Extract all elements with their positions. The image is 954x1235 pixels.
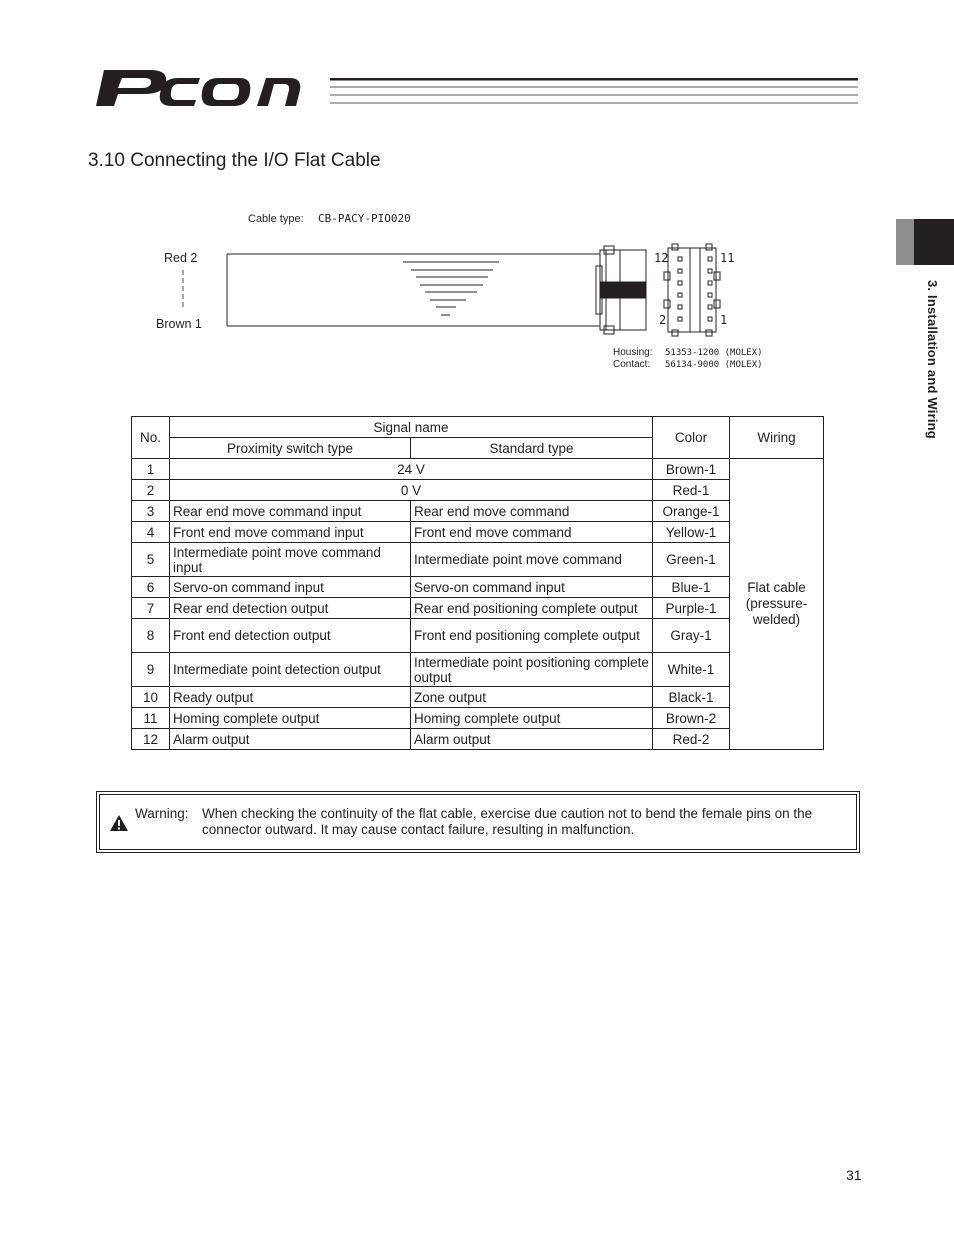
standard-signal: Rear end move command <box>411 501 653 522</box>
pin-no: 6 <box>132 577 170 598</box>
pin-11-label: 11 <box>720 251 735 265</box>
pin-2-label: 2 <box>659 313 667 327</box>
wire-color: Orange-1 <box>653 501 730 522</box>
flat-cable <box>227 254 600 326</box>
contact-label: Contact: <box>613 359 651 370</box>
proximity-signal: Rear end detection output <box>170 598 411 619</box>
standard-signal: Rear end positioning complete output <box>411 598 653 619</box>
table-row <box>132 459 824 480</box>
wire-color: Black-1 <box>653 687 730 708</box>
table-row <box>132 708 824 729</box>
proximity-signal: Intermediate point move command input <box>170 543 411 577</box>
standard-signal: Intermediate point positioning complete output <box>411 653 653 687</box>
cable-type-value: CB-PACY-PIO020 <box>318 212 411 225</box>
wire-bottom-label: Brown 1 <box>156 317 202 331</box>
contact-value: 56134-9000 (MOLEX) <box>665 360 763 370</box>
header-proximity: Proximity switch type <box>170 438 411 459</box>
proximity-signal: Front end detection output <box>170 619 411 653</box>
pin-no: 1 <box>132 459 170 480</box>
section-title: 3.10 Connecting the I/O Flat Cable <box>88 150 381 171</box>
wire-color: Blue-1 <box>653 577 730 598</box>
wire-top-label: Red 2 <box>164 251 198 265</box>
pin-no: 11 <box>132 708 170 729</box>
pin-no: 4 <box>132 522 170 543</box>
wiring-value: Flat cable (pressure-welded) <box>745 580 808 627</box>
pin-no: 7 <box>132 598 170 619</box>
proximity-signal: Servo-on command input <box>170 577 411 598</box>
standard-signal: Alarm output <box>411 729 653 750</box>
signal-name: 0 V <box>170 480 653 501</box>
table-row <box>132 480 824 501</box>
wire-color: Green-1 <box>653 543 730 577</box>
pin-no: 8 <box>132 619 170 653</box>
pin-no: 2 <box>132 480 170 501</box>
table-row <box>132 577 824 598</box>
header-no: No. <box>132 417 170 459</box>
header-wiring: Wiring <box>730 417 824 459</box>
proximity-signal: Rear end move command input <box>170 501 411 522</box>
proximity-signal: Intermediate point detection output <box>170 653 411 687</box>
table-row <box>132 687 824 708</box>
header-rule <box>330 77 860 109</box>
wire-color: Purple-1 <box>653 598 730 619</box>
chapter-tab <box>896 219 954 265</box>
warning-label: Warning: <box>135 806 189 821</box>
standard-signal: Front end move command <box>411 522 653 543</box>
proximity-signal: Front end move command input <box>170 522 411 543</box>
table-row <box>132 522 824 543</box>
wire-color: White-1 <box>653 653 730 687</box>
pin-no: 10 <box>132 687 170 708</box>
wire-color: Yellow-1 <box>653 522 730 543</box>
header-signal-name: Signal name <box>170 417 653 438</box>
connector-front-view <box>664 244 720 336</box>
standard-signal: Intermediate point move command <box>411 543 653 577</box>
wire-color: Brown-1 <box>653 459 730 480</box>
table-row <box>132 619 824 653</box>
housing-label: Housing: <box>613 347 653 358</box>
standard-signal: Front end positioning complete output <box>411 619 653 653</box>
table-row <box>132 501 824 522</box>
cable-diagram <box>140 205 800 375</box>
pcon-logo <box>94 66 330 110</box>
wire-color: Gray-1 <box>653 619 730 653</box>
table-row <box>132 729 824 750</box>
signal-name: 24 V <box>170 459 653 480</box>
page-number: 31 <box>846 1167 862 1183</box>
chapter-tab-label: 3. Installation and Wiring <box>925 280 940 439</box>
warning-text: When checking the continuity of the flat cable, exercise due caution not to bend the female pins on the connector outward. It may cause contact failure, resulting in malfunction. <box>202 806 813 837</box>
pin-no: 5 <box>132 543 170 577</box>
standard-signal: Zone output <box>411 687 653 708</box>
warning-box <box>96 791 860 853</box>
standard-signal: Homing complete output <box>411 708 653 729</box>
proximity-signal: Alarm output <box>170 729 411 750</box>
pin-1-label: 1 <box>720 313 728 327</box>
connector-side-view <box>596 246 646 334</box>
table-row <box>132 543 824 577</box>
proximity-signal: Homing complete output <box>170 708 411 729</box>
housing-value: 51353-1200 (MOLEX) <box>665 348 763 358</box>
wire-color: Red-2 <box>653 729 730 750</box>
table-header-row <box>132 417 824 438</box>
pin-no: 9 <box>132 653 170 687</box>
pin-12-label: 12 <box>654 251 669 265</box>
signal-table <box>131 416 824 750</box>
wire-color: Brown-2 <box>653 708 730 729</box>
warning-triangle-icon <box>109 814 129 832</box>
pin-no: 12 <box>132 729 170 750</box>
standard-signal: Servo-on command input <box>411 577 653 598</box>
table-row <box>132 598 824 619</box>
header-color: Color <box>653 417 730 459</box>
cable-type-label: Cable type: <box>248 213 304 225</box>
table-row <box>132 653 824 687</box>
pin-no: 3 <box>132 501 170 522</box>
proximity-signal: Ready output <box>170 687 411 708</box>
wire-color: Red-1 <box>653 480 730 501</box>
header-standard: Standard type <box>411 438 653 459</box>
wiring-cell <box>730 459 824 750</box>
